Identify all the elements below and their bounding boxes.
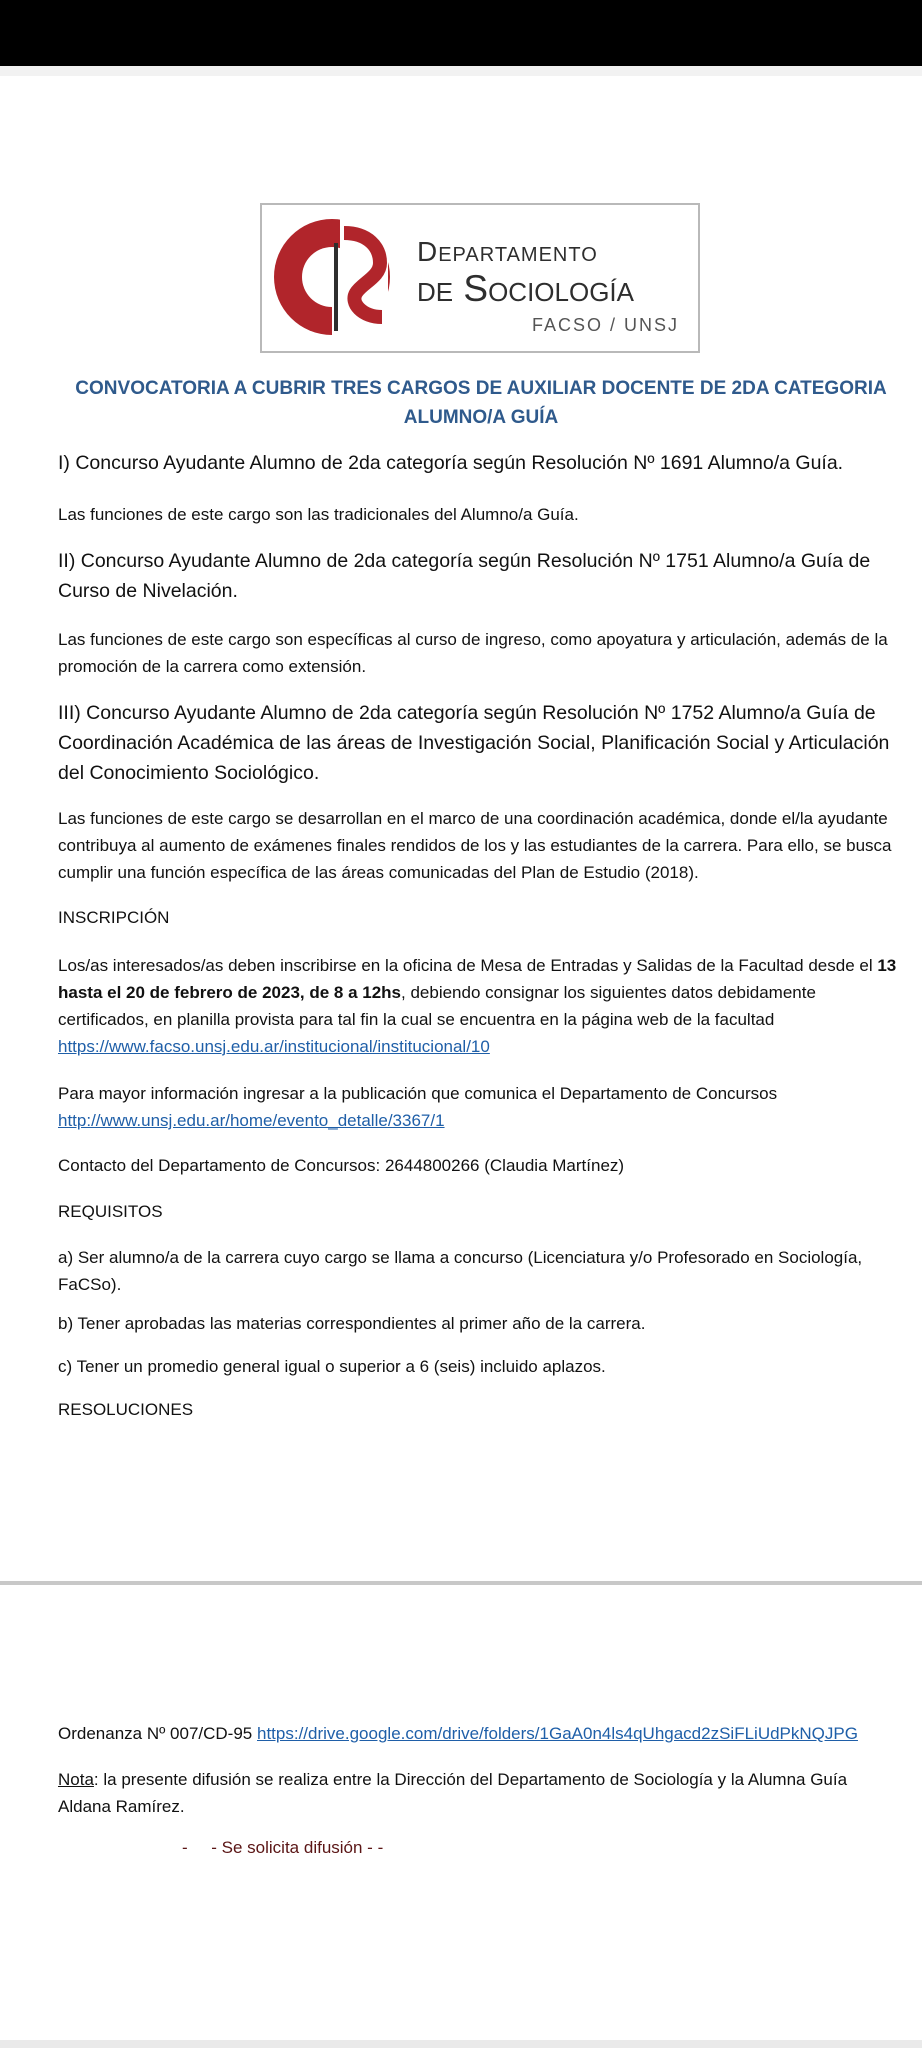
- ordenanza-label: Ordenanza Nº 007/CD-95: [58, 1724, 253, 1743]
- document-title: [60, 374, 902, 432]
- facultad-link[interactable]: https://www.facso.unsj.edu.ar/institucional/institucional/10: [58, 1037, 490, 1056]
- department-logo: [260, 203, 700, 353]
- inscripcion-dates: 13 hasta el 20 de febrero de 2023, de 8 a 12hs: [58, 956, 897, 1002]
- section-2-body: Las funciones de este cargo son específicas al curso de ingreso, como apoyatura y articulación, además de la promoción de la carrera como extensión.: [58, 630, 888, 676]
- requisito-c: c) Tener un promedio general igual o superior a 6 (seis) incluido aplazos.: [58, 1357, 606, 1376]
- sociology-logo-icon: [270, 213, 398, 343]
- requisito-b: b) Tener aprobadas las materias correspondientes al primer año de la carrera.: [58, 1314, 646, 1333]
- section-1-body: Las funciones de este cargo son las tradicionales del Alumno/a Guía.: [58, 505, 579, 524]
- nota-label: Nota: [58, 1770, 94, 1789]
- title-line-1: CONVOCATORIA A CUBRIR TRES CARGOS DE AUXILIAR DOCENTE DE 2DA CATEGORIA: [75, 378, 887, 399]
- difusion-request: - - Se solicita difusión - -: [182, 1838, 384, 1857]
- resoluciones-heading: RESOLUCIONES: [58, 1400, 194, 1419]
- bottom-gray-strip: [0, 2040, 922, 2048]
- section-3-heading: III) Concurso Ayudante Alumno de 2da categoría según Resolución Nº 1752 Alumno/a Guía de Coordinación Académica de las áreas de Investigación Social, Planificación Social y Articulación del Conocimiento Sociológico.: [58, 702, 890, 784]
- requisito-a: a) Ser alumno/a de la carrera cuyo cargo se llama a concurso (Licenciatura y/o Profesorado en Sociología, FaCSo).: [58, 1248, 863, 1294]
- logo-line-2: de Sociología: [417, 268, 634, 309]
- inscripcion-paragraph: [58, 952, 898, 1060]
- section-1-heading: I) Concurso Ayudante Alumno de 2da categoría según Resolución Nº 1691 Alumno/a Guía.: [58, 452, 844, 474]
- ordenanza-line: [58, 1720, 898, 1747]
- top-gray-strip: [0, 66, 922, 76]
- info-text: Para mayor información ingresar a la publicación que comunica el Departamento de Concursos: [58, 1084, 778, 1103]
- logo-text: [417, 235, 697, 336]
- concursos-link[interactable]: http://www.unsj.edu.ar/home/evento_detalle/3367/1: [58, 1111, 445, 1130]
- inscripcion-text: Los/as interesados/as deben inscribirse en la oficina de Mesa de Entradas y Salidas de la Facultad desde el: [58, 956, 878, 975]
- section-3-body: Las funciones de este cargo se desarrollan en el marco de una coordinación académica, donde el/la ayudante contribuya al aumento de exámenes finales rendidos de los y las estudiantes de la carrera. Para ello, se busca cumplir una función específica de las áreas comunicadas del Plan de Estudio (2018).: [58, 809, 892, 882]
- contacto-text: Contacto del Departamento de Concursos: 2644800266 (Claudia Martínez): [58, 1156, 625, 1175]
- nota-paragraph: [58, 1766, 898, 1820]
- logo-line-3: FACSO / UNSJ: [531, 315, 679, 335]
- page-break-divider: [0, 1581, 922, 1585]
- drive-link[interactable]: https://drive.google.com/drive/folders/1GaA0n4ls4qUhgacd2zSiFLiUdPkNQJPG: [257, 1724, 858, 1743]
- title-line-2: ALUMNO/A GUÍA: [403, 407, 559, 428]
- top-black-bar: [0, 0, 922, 66]
- info-paragraph: [58, 1080, 898, 1134]
- inscripcion-text-after: , debiendo consignar los siguientes datos debidamente certificados, en planilla provista para tal fin la cual se encuentra en la página web de la facultad: [58, 983, 816, 1029]
- inscripcion-heading: INSCRIPCIÓN: [58, 908, 170, 927]
- section-2-heading: II) Concurso Ayudante Alumno de 2da categoría según Resolución Nº 1751 Alumno/a Guía de Curso de Nivelación.: [58, 550, 871, 602]
- nota-text: : la presente difusión se realiza entre la Dirección del Departamento de Sociología y la Alumna Guía Aldana Ramírez.: [58, 1770, 848, 1816]
- logo-line-1: Departamento: [417, 236, 598, 267]
- requisitos-heading: REQUISITOS: [58, 1202, 163, 1221]
